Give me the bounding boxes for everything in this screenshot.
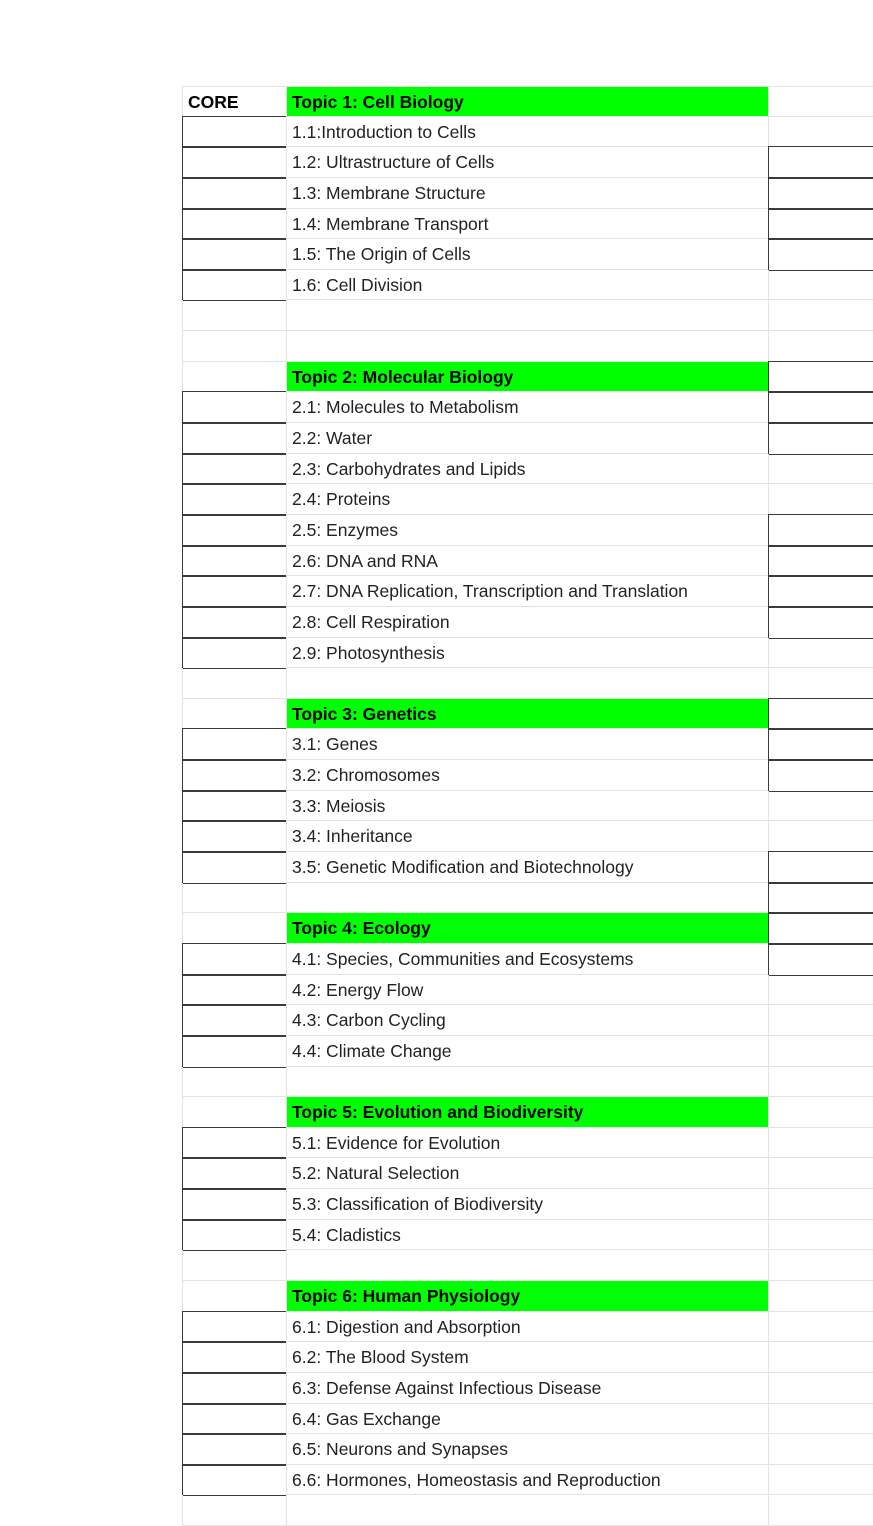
empty-cell[interactable] xyxy=(768,270,873,301)
subtopic-cell[interactable]: 6.6: Hormones, Homeostasis and Reproduction xyxy=(286,1465,768,1496)
empty-cell[interactable] xyxy=(768,1220,873,1251)
checkbox-cell[interactable] xyxy=(182,974,286,1007)
checkbox-cell[interactable] xyxy=(182,422,286,455)
blank-row xyxy=(0,1067,873,1098)
empty-cell[interactable] xyxy=(182,699,286,730)
subtopic-cell[interactable]: 4.3: Carbon Cycling xyxy=(286,1005,768,1036)
topic-title-cell[interactable]: Topic 6: Human Physiology xyxy=(286,1281,768,1312)
checkbox-cell[interactable] xyxy=(768,728,873,761)
checkbox-cell[interactable] xyxy=(768,759,873,792)
topic-title-cell[interactable]: Topic 5: Evolution and Biodiversity xyxy=(286,1097,768,1128)
subtopic-cell[interactable]: 1.4: Membrane Transport xyxy=(286,209,768,240)
empty-cell[interactable] xyxy=(182,1281,286,1312)
checkbox-cell[interactable] xyxy=(768,545,873,578)
subtopic-row xyxy=(0,791,873,822)
checkbox-cell[interactable] xyxy=(182,1311,286,1344)
checkbox-cell[interactable] xyxy=(182,208,286,241)
subtopic-row xyxy=(0,546,873,577)
empty-cell[interactable] xyxy=(768,1434,873,1465)
empty-cell[interactable] xyxy=(768,331,873,362)
subtopic-cell[interactable]: 3.1: Genes xyxy=(286,729,768,760)
subtopic-row xyxy=(0,1342,873,1373)
subtopic-cell[interactable]: 2.5: Enzymes xyxy=(286,515,768,546)
empty-cell[interactable] xyxy=(182,913,286,944)
empty-cell[interactable] xyxy=(286,1495,768,1526)
empty-cell[interactable] xyxy=(768,1097,873,1128)
topic-row xyxy=(0,1097,873,1128)
empty-cell[interactable] xyxy=(182,331,286,362)
empty-cell[interactable] xyxy=(768,1404,873,1435)
subtopic-row xyxy=(0,576,873,607)
subtopic-cell[interactable]: 3.3: Meiosis xyxy=(286,791,768,822)
checkbox-cell[interactable] xyxy=(768,177,873,210)
checkbox-cell[interactable] xyxy=(182,1127,286,1160)
subtopic-row xyxy=(0,852,873,883)
empty-cell[interactable] xyxy=(182,1495,286,1526)
subtopic-cell[interactable]: 1.3: Membrane Structure xyxy=(286,178,768,209)
checkbox-cell[interactable] xyxy=(768,575,873,608)
blank-row xyxy=(0,1495,873,1526)
checkbox-cell[interactable] xyxy=(768,391,873,424)
checkbox-cell[interactable] xyxy=(768,606,873,639)
checkbox-cell[interactable] xyxy=(768,146,873,179)
subtopic-cell[interactable]: 5.2: Natural Selection xyxy=(286,1158,768,1189)
blank-row xyxy=(0,331,873,362)
empty-cell[interactable] xyxy=(182,1067,286,1098)
empty-cell[interactable] xyxy=(768,668,873,699)
topic-row xyxy=(0,913,873,944)
subtopic-row xyxy=(0,1373,873,1404)
checkbox-cell[interactable] xyxy=(182,269,286,302)
subtopic-row xyxy=(0,1128,873,1159)
checkbox-cell[interactable] xyxy=(182,820,286,853)
subtopic-row xyxy=(0,270,873,301)
blank-row xyxy=(0,300,873,331)
topic-title-cell[interactable]: Topic 1: Cell Biology xyxy=(286,86,768,117)
checkbox-cell[interactable] xyxy=(182,1035,286,1068)
checkbox-cell[interactable] xyxy=(182,146,286,179)
checkbox-cell[interactable] xyxy=(182,1372,286,1405)
subtopic-cell[interactable]: 3.4: Inheritance xyxy=(286,821,768,852)
checkbox-cell[interactable] xyxy=(182,1341,286,1374)
empty-cell[interactable] xyxy=(768,86,873,117)
subtopic-cell[interactable]: 1.1:Introduction to Cells xyxy=(286,117,768,148)
subtopic-cell[interactable]: 2.8: Cell Respiration xyxy=(286,607,768,638)
blank-row xyxy=(0,668,873,699)
empty-cell[interactable] xyxy=(768,1189,873,1220)
checkbox-cell[interactable] xyxy=(768,912,873,945)
spreadsheet-grid xyxy=(0,86,873,1526)
checkbox-cell[interactable] xyxy=(182,1433,286,1466)
empty-cell[interactable] xyxy=(286,1250,768,1281)
subtopic-row xyxy=(0,1404,873,1435)
subtopic-cell[interactable]: 2.7: DNA Replication, Transcription and Translation xyxy=(286,576,768,607)
checkbox-cell[interactable] xyxy=(768,943,873,976)
subtopic-cell[interactable]: 4.1: Species, Communities and Ecosystems xyxy=(286,944,768,975)
subtopic-cell[interactable]: 6.4: Gas Exchange xyxy=(286,1404,768,1435)
empty-cell[interactable] xyxy=(768,1281,873,1312)
checkbox-cell[interactable] xyxy=(182,943,286,976)
subtopic-row xyxy=(0,1036,873,1067)
checkbox-cell[interactable] xyxy=(768,361,873,394)
subtopic-cell[interactable]: 2.6: DNA and RNA xyxy=(286,546,768,577)
empty-cell[interactable] xyxy=(286,668,768,699)
subtopic-row xyxy=(0,975,873,1006)
subtopic-row xyxy=(0,1005,873,1036)
empty-cell[interactable] xyxy=(768,454,873,485)
checkbox-cell[interactable] xyxy=(182,391,286,424)
empty-cell[interactable] xyxy=(286,331,768,362)
empty-cell[interactable] xyxy=(768,1067,873,1098)
empty-cell[interactable] xyxy=(768,300,873,331)
empty-cell[interactable] xyxy=(768,1465,873,1496)
subtopic-row xyxy=(0,1465,873,1496)
checkbox-cell[interactable] xyxy=(182,1157,286,1190)
empty-cell[interactable] xyxy=(768,484,873,515)
subtopic-row xyxy=(0,454,873,485)
checkbox-cell[interactable] xyxy=(768,698,873,731)
subtopic-cell[interactable]: 5.3: Classification of Biodiversity xyxy=(286,1189,768,1220)
topic-title-cell[interactable]: Topic 3: Genetics xyxy=(286,699,768,730)
checkbox-cell[interactable] xyxy=(182,514,286,547)
core-header-cell[interactable]: CORE xyxy=(182,86,286,117)
subtopic-row xyxy=(0,1158,873,1189)
checkbox-cell[interactable] xyxy=(768,882,873,915)
subtopic-cell[interactable]: 3.2: Chromosomes xyxy=(286,760,768,791)
checkbox-cell[interactable] xyxy=(182,637,286,670)
empty-cell[interactable] xyxy=(182,668,286,699)
empty-cell[interactable] xyxy=(286,1067,768,1098)
subtopic-row xyxy=(0,484,873,515)
checkbox-cell[interactable] xyxy=(182,790,286,823)
checkbox-cell[interactable] xyxy=(182,545,286,578)
checkbox-cell[interactable] xyxy=(182,483,286,516)
subtopic-row xyxy=(0,1434,873,1465)
empty-cell[interactable] xyxy=(182,362,286,393)
empty-cell[interactable] xyxy=(768,1495,873,1526)
subtopic-cell[interactable]: 6.3: Defense Against Infectious Disease xyxy=(286,1373,768,1404)
empty-cell[interactable] xyxy=(768,117,873,148)
subtopic-cell[interactable]: 6.5: Neurons and Synapses xyxy=(286,1434,768,1465)
subtopic-row xyxy=(0,147,873,178)
subtopic-row xyxy=(0,638,873,669)
subtopic-row xyxy=(0,607,873,638)
subtopic-row xyxy=(0,515,873,546)
checkbox-cell[interactable] xyxy=(182,728,286,761)
empty-cell[interactable] xyxy=(768,1342,873,1373)
checkbox-cell[interactable] xyxy=(182,851,286,884)
subtopic-cell[interactable]: 1.2: Ultrastructure of Cells xyxy=(286,147,768,178)
checkbox-cell[interactable] xyxy=(182,1188,286,1221)
subtopic-cell[interactable]: 1.5: The Origin of Cells xyxy=(286,239,768,270)
checkbox-cell[interactable] xyxy=(182,453,286,486)
checkbox-cell[interactable] xyxy=(182,177,286,210)
subtopic-row xyxy=(0,729,873,760)
topic-row xyxy=(0,362,873,393)
checkbox-cell[interactable] xyxy=(768,422,873,455)
empty-cell[interactable] xyxy=(768,1312,873,1343)
checkbox-cell[interactable] xyxy=(182,606,286,639)
subtopic-row xyxy=(0,1189,873,1220)
subtopic-row xyxy=(0,821,873,852)
subtopic-row xyxy=(0,944,873,975)
subtopic-cell[interactable]: 2.3: Carbohydrates and Lipids xyxy=(286,454,768,485)
subtopic-cell[interactable]: 4.4: Climate Change xyxy=(286,1036,768,1067)
subtopic-cell[interactable]: 2.1: Molecules to Metabolism xyxy=(286,392,768,423)
empty-cell[interactable] xyxy=(768,975,873,1006)
blank-row xyxy=(0,1250,873,1281)
subtopic-cell[interactable]: 1.6: Cell Division xyxy=(286,270,768,301)
empty-cell[interactable] xyxy=(182,1250,286,1281)
empty-cell[interactable] xyxy=(768,1128,873,1159)
checkbox-cell[interactable] xyxy=(182,1464,286,1497)
subtopic-row xyxy=(0,117,873,148)
subtopic-row xyxy=(0,1312,873,1343)
subtopic-cell[interactable]: 2.4: Proteins xyxy=(286,484,768,515)
topic-row xyxy=(0,1281,873,1312)
subtopic-cell[interactable]: 4.2: Energy Flow xyxy=(286,975,768,1006)
empty-cell[interactable] xyxy=(768,638,873,669)
empty-cell[interactable] xyxy=(182,883,286,914)
subtopic-cell[interactable]: 2.2: Water xyxy=(286,423,768,454)
subtopic-row xyxy=(0,392,873,423)
empty-cell[interactable] xyxy=(182,1097,286,1128)
subtopic-cell[interactable]: 2.9: Photosynthesis xyxy=(286,638,768,669)
blank-row xyxy=(0,883,873,914)
checkbox-cell[interactable] xyxy=(182,116,286,149)
empty-cell[interactable] xyxy=(768,1373,873,1404)
topic-row xyxy=(0,86,873,117)
empty-cell[interactable] xyxy=(768,1250,873,1281)
checkbox-cell[interactable] xyxy=(182,575,286,608)
empty-cell[interactable] xyxy=(286,883,768,914)
subtopic-row xyxy=(0,760,873,791)
checkbox-cell[interactable] xyxy=(768,208,873,241)
checkbox-cell[interactable] xyxy=(182,759,286,792)
subtopic-row xyxy=(0,178,873,209)
checkbox-cell[interactable] xyxy=(768,851,873,884)
subtopic-row xyxy=(0,209,873,240)
empty-cell[interactable] xyxy=(768,1005,873,1036)
subtopic-cell[interactable]: 3.5: Genetic Modification and Biotechnology xyxy=(286,852,768,883)
topic-title-cell[interactable]: Topic 2: Molecular Biology xyxy=(286,362,768,393)
checkbox-cell[interactable] xyxy=(768,514,873,547)
empty-cell[interactable] xyxy=(768,1158,873,1189)
subtopic-cell[interactable]: 5.1: Evidence for Evolution xyxy=(286,1128,768,1159)
checkbox-cell[interactable] xyxy=(768,238,873,271)
subtopic-cell[interactable]: 6.2: The Blood System xyxy=(286,1342,768,1373)
checkbox-cell[interactable] xyxy=(182,1219,286,1252)
empty-cell[interactable] xyxy=(182,300,286,331)
topic-row xyxy=(0,699,873,730)
subtopic-row xyxy=(0,239,873,270)
checkbox-cell[interactable] xyxy=(182,238,286,271)
checkbox-cell[interactable] xyxy=(182,1004,286,1037)
subtopic-row xyxy=(0,1220,873,1251)
checkbox-cell[interactable] xyxy=(182,1403,286,1436)
empty-cell[interactable] xyxy=(768,821,873,852)
empty-cell[interactable] xyxy=(768,1036,873,1067)
subtopic-cell[interactable]: 6.1: Digestion and Absorption xyxy=(286,1312,768,1343)
subtopic-cell[interactable]: 5.4: Cladistics xyxy=(286,1220,768,1251)
empty-cell[interactable] xyxy=(286,300,768,331)
empty-cell[interactable] xyxy=(768,791,873,822)
topic-title-cell[interactable]: Topic 4: Ecology xyxy=(286,913,768,944)
subtopic-row xyxy=(0,423,873,454)
